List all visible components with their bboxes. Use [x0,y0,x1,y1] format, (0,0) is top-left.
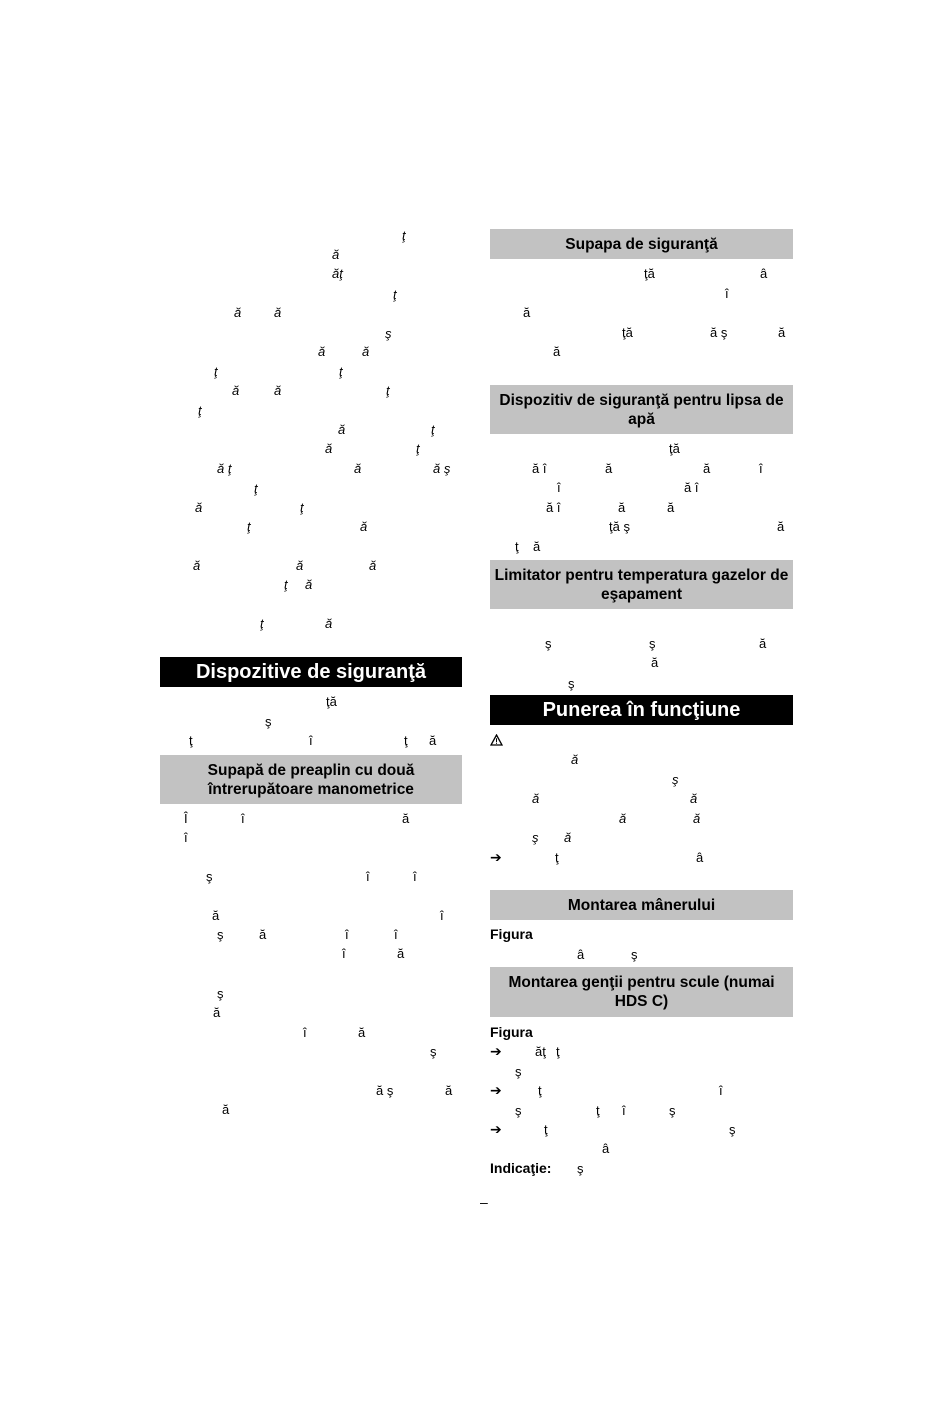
subsection-title-water-shortage: Dispozitiv de siguranţă pentru lipsa de apă [490,385,793,434]
glyph: ţ [254,481,258,496]
glyph: î [342,946,346,961]
glyph: ş [631,947,638,962]
glyph: ă [358,1025,366,1040]
glyph: ă [533,539,541,554]
glyph: ş [729,1122,736,1137]
glyph: â [696,850,704,865]
glyph: ţ [555,850,559,865]
figure-label: Figura [490,926,533,942]
glyph: â [760,266,768,281]
glyph: ă [564,830,572,845]
glyph: ş [545,636,552,651]
glyph: â [577,947,585,962]
glyph: ă [778,325,786,340]
glyph: ă î [546,500,561,515]
glyph: ă [318,344,326,359]
glyph: ă [354,461,362,476]
section-title-commissioning: Punerea în funcţiune [490,695,793,725]
glyph: ţ [416,441,420,456]
glyph: î [759,461,763,476]
glyph: ş [672,772,679,787]
glyph: ţ [515,539,519,554]
glyph: î [394,927,398,942]
glyph: ă [222,1102,230,1117]
subsection-title-safety-valve: Supapa de siguranţă [490,229,793,259]
glyph: î [309,733,313,748]
glyph: ăţ [535,1044,546,1059]
section-title-safety-devices: Dispozitive de siguranţă [160,657,462,687]
bullet-arrow-icon: ➔ [490,1043,502,1059]
glyph: ă [193,558,201,573]
glyph: î [241,811,245,826]
subsection-title-exhaust-limiter: Limitator pentru temperatura gazelor de eşapament [490,560,793,609]
glyph: ţ [300,500,304,515]
glyph: Î [184,811,188,826]
glyph: ţă [326,694,337,709]
glyph: ţ [386,383,390,398]
glyph: ă [325,441,333,456]
glyph: ş [206,869,213,884]
glyph: ă [651,655,659,670]
warning-icon [490,733,503,751]
glyph: ă [234,305,242,320]
glyph: ă [369,558,377,573]
glyph: ă [338,422,346,437]
subsection-title-overflow-valve: Supapă de preaplin cu două întrerupătoare manometrice [160,755,462,804]
glyph: ţ [596,1103,600,1118]
glyph: ş [649,636,656,651]
glyph: ţ [431,422,435,437]
glyph: ţă ş [609,519,630,534]
glyph: ă [212,908,220,923]
glyph: ă [213,1005,221,1020]
glyph: â [602,1141,610,1156]
glyph: ţ [247,519,251,534]
glyph: ă [667,500,675,515]
glyph: ă [532,791,540,806]
glyph: ă [195,500,203,515]
glyph: ţ [214,364,218,379]
glyph: ş [568,676,575,691]
glyph: ă [332,247,340,262]
glyph: ă ş [433,461,451,476]
subsection-title-tool-bag: Montarea genţii pentru scule (numai HDS C) [490,967,793,1017]
glyph: ă [362,344,370,359]
glyph: ţ [556,1044,560,1059]
glyph: ţ [538,1083,542,1098]
glyph: ş [385,326,392,341]
glyph: ţă [669,441,680,456]
glyph: ă [296,558,304,573]
glyph: ă [777,519,785,534]
glyph: ţ [189,733,193,748]
glyph: ş [265,714,272,729]
glyph: ă î [684,480,699,495]
glyph: ţ [404,733,408,748]
page-footer-dash: – [480,1194,488,1210]
glyph: î [345,927,349,942]
glyph: ş [515,1064,522,1079]
glyph: ă [232,383,240,398]
glyph: ă [274,383,282,398]
glyph: ă [693,811,701,826]
glyph: ş [217,986,224,1001]
glyph: î [184,830,188,845]
glyph: î [557,480,561,495]
glyph: ă [553,344,561,359]
glyph: î [440,908,444,923]
glyph: ă ş [710,325,728,340]
glyph: ă [325,616,333,631]
glyph: ă [703,461,711,476]
glyph: ş [515,1103,522,1118]
glyph: ţă [622,325,633,340]
glyph: ă [360,519,368,534]
glyph: ţ [393,287,397,302]
glyph: ş [217,927,224,942]
glyph: î [719,1083,723,1098]
glyph: ă [571,752,579,767]
glyph: ş [669,1103,676,1118]
glyph: ă [759,636,767,651]
glyph: ă [619,811,627,826]
glyph: î [366,869,370,884]
glyph: ţ [260,616,264,631]
glyph: ă [259,927,267,942]
bullet-arrow-icon: ➔ [490,1082,502,1098]
glyph: ă [429,733,437,748]
glyph: ă ţ [217,461,232,476]
glyph: ş [577,1161,584,1176]
glyph: ă î [532,461,547,476]
glyph: ş [430,1044,437,1059]
glyph: î [303,1025,307,1040]
bullet-arrow-icon: ➔ [490,1121,502,1137]
glyph: ă [305,577,313,592]
glyph: ţ [402,228,406,243]
bullet-arrow-icon: ➔ [490,849,502,865]
figure-label: Figura [490,1024,533,1040]
glyph: ăţ [332,266,343,281]
glyph: ş [532,830,539,845]
glyph: ţă [644,266,655,281]
glyph: ă [690,791,698,806]
glyph: ă [402,811,410,826]
glyph: ă [445,1083,453,1098]
glyph: î [622,1103,626,1118]
glyph: ţ [339,364,343,379]
glyph: ţ [544,1122,548,1137]
glyph: ă [523,305,531,320]
glyph: ă [618,500,626,515]
glyph: ă ş [376,1083,394,1098]
glyph: ă [397,946,405,961]
note-label: Indicaţie: [490,1160,552,1176]
glyph: î [413,869,417,884]
glyph: ă [274,305,282,320]
subsection-title-handle: Montarea mânerului [490,890,793,920]
glyph: ţ [198,403,202,418]
glyph: î [725,286,729,301]
glyph: ă [605,461,613,476]
glyph: ţ [284,577,288,592]
